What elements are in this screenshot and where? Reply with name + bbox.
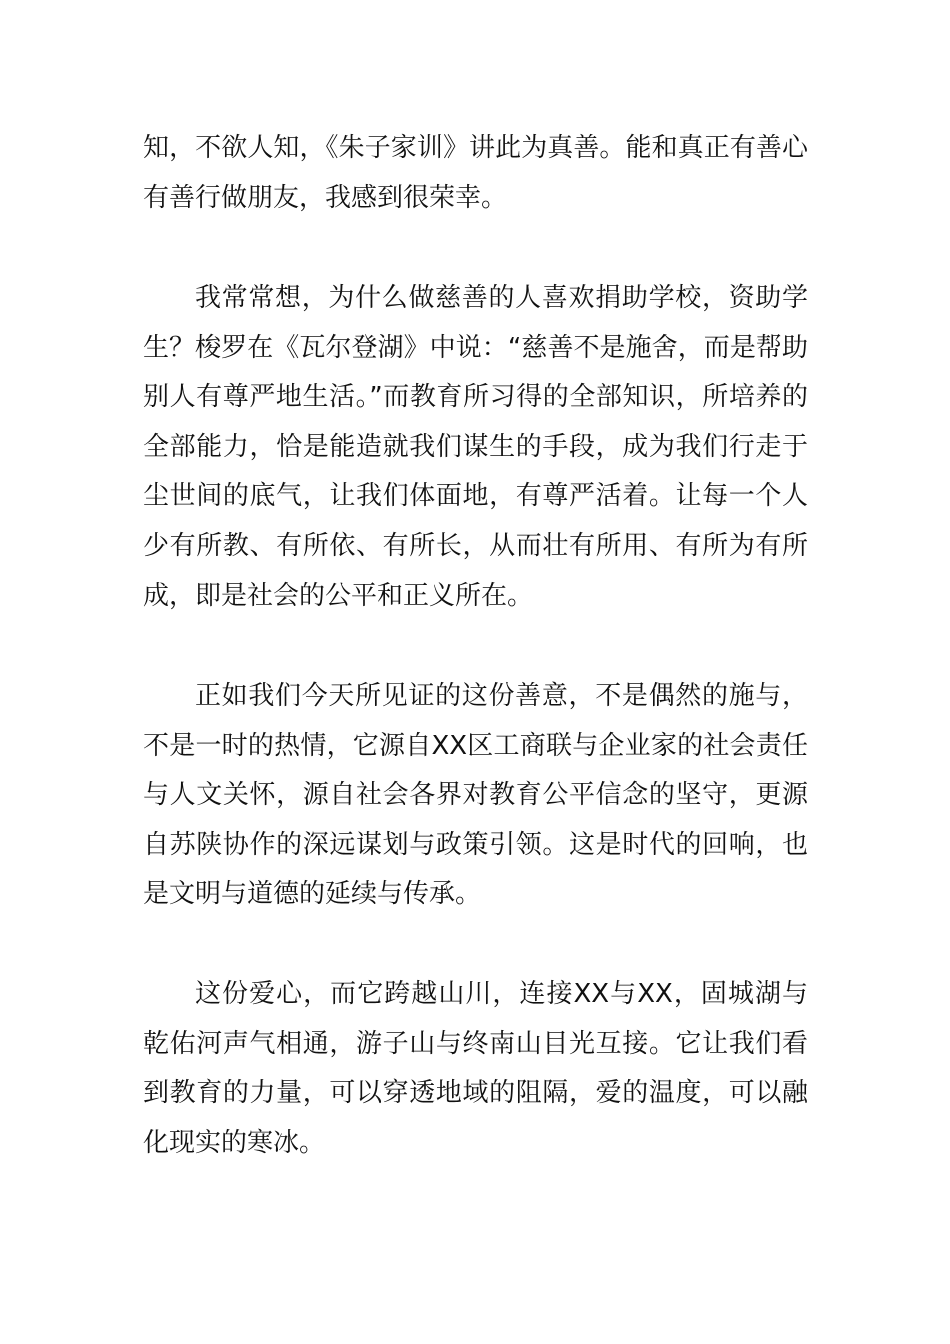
paragraph-charity-education — [143, 274, 808, 621]
paragraph-continued — [143, 124, 808, 223]
paragraph-text: 我常常想，为什么做慈善的人喜欢捐助学校，资助学生？梭罗在《瓦尔登湖》中说：“慈善不是施舍，而是帮助别人有尊严地生活。”而教育所习得的全部知识，所培养的全部能力，恰是能造就我们谋生的手段，成为我们行走于尘世间的底气，让我们体面地，有尊严活着。让每一个人少有所教、有所依、有所长，从而壮有所用、有所为有所成，即是社会的公平和正义所在。 — [143, 283, 808, 611]
paragraph-text: 正如我们今天所见证的这份善意，不是偶然的施与，不是一时的热情，它源自XX区工商联与企业家的社会责任与人文关怀，源自社会各界对教育公平信念的坚守，更源自苏陕协作的深远谋划与政策引领。这是时代的回响，也是文明与道德的延续与传承。 — [143, 681, 808, 910]
paragraph-text: 知，不欲人知，《朱子家训》讲此为真善。能和真正有善心有善行做朋友，我感到很荣幸。 — [143, 133, 808, 213]
paragraph-text: 这份爱心，而它跨越山川，连接XX与XX，固城湖与乾佑河声气相通，游子山与终南山目光互接。它让我们看到教育的力量，可以穿透地域的阻隔，爱的温度，可以融化现实的寒冰。 — [143, 979, 808, 1158]
paragraph-love — [143, 970, 808, 1168]
paragraph-goodwill — [143, 672, 808, 920]
